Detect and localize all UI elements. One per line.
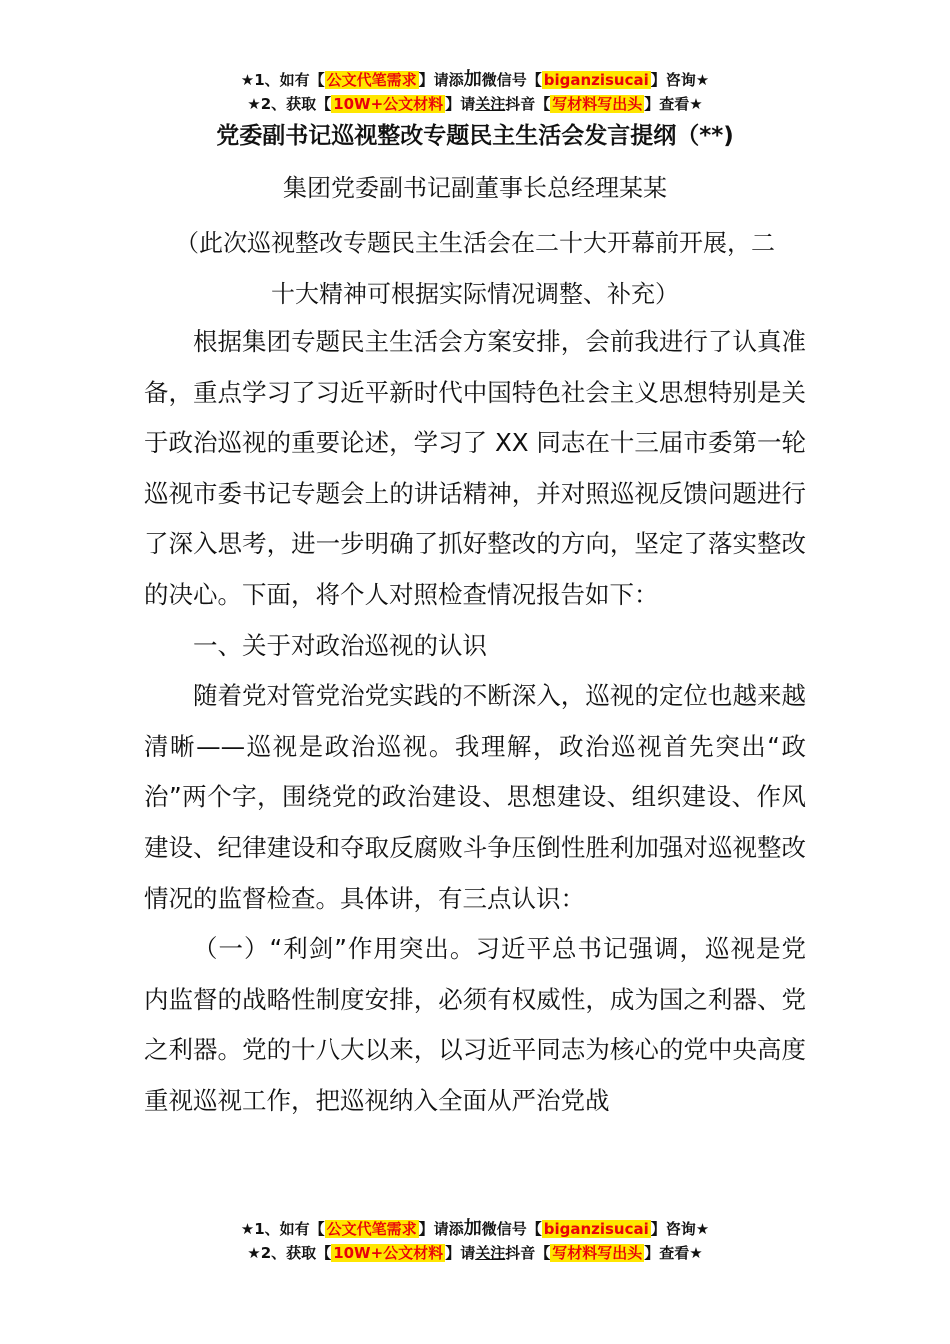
banner-text: ★1、如有【: [240, 71, 325, 89]
banner-text: 加: [463, 69, 482, 90]
banner-text: 抖音【: [505, 95, 551, 113]
banner-text: 】咨询★: [650, 71, 710, 89]
document-body: [144, 317, 806, 1127]
banner-text: 】查看★: [644, 95, 703, 113]
highlight-douyin: 写材料写出头: [552, 1244, 643, 1262]
banner-line-1: [0, 1217, 950, 1241]
banner-text: 加: [463, 1218, 482, 1239]
banner-line-1: [0, 68, 950, 92]
banner-text: 微信号【: [481, 71, 542, 89]
banner-text: 】咨询★: [650, 1220, 710, 1238]
highlight-wechat-id: biganzisucai: [543, 1220, 649, 1238]
document-author: 集团党委副书记副董事长总经理某某: [283, 174, 667, 202]
highlight-materials: 10W+公文材料: [333, 1244, 444, 1262]
highlight-wechat-id: biganzisucai: [543, 71, 649, 89]
section-heading-1: 一、关于对政治巡视的认识: [193, 630, 487, 660]
banner-text: 微信号【: [481, 1220, 542, 1238]
header-banner: [0, 68, 950, 116]
banner-text: 关注: [475, 1244, 506, 1262]
banner-text: ★1、如有【: [240, 1220, 325, 1238]
paragraph-point-1: （一）“利剑”作用突出。习近平总书记强调，巡视是党内监督的战略性制度安排，必须有权威性，成为国之利器、党之利器。党的十八大以来，以习近平同志为核心的党中央高度重视巡视工作，把巡视纳入全面从严治党战: [144, 934, 806, 1115]
banner-text: ★2、获取【: [247, 1244, 332, 1262]
highlight-douyin: 写材料写出头: [552, 95, 643, 113]
banner-text: 】请添: [418, 1220, 464, 1238]
banner-text: 】请: [445, 1244, 476, 1262]
document-note: （此次巡视整改专题民主生活会在二十大开幕前开展，二 十大精神可根据实际情况调整、补充）: [175, 229, 775, 308]
banner-text: ★2、获取【: [247, 95, 332, 113]
banner-text: 】查看★: [644, 1244, 703, 1262]
banner-text: 】请添: [418, 71, 464, 89]
banner-line-2: [0, 92, 950, 116]
highlight-service: 公文代笔需求: [326, 1220, 417, 1238]
banner-line-2: [0, 1241, 950, 1265]
highlight-service: 公文代笔需求: [326, 71, 417, 89]
paragraph-intro: 根据集团专题民主生活会方案安排，会前我进行了认真准备，重点学习了习近平新时代中国特色社会主义思想特别是关于政治巡视的重要论述，学习了 XX 同志在十三届市委第一轮巡视市委书记专题会上的讲话精神，并对照巡视反馈问题进行了深入思考，进一步明确了抓好整改的方向，坚定了落实整改的决心。下面，将个人对照检查情况报告如下：: [144, 327, 806, 609]
document-title: 党委副书记巡视整改专题民主生活会发言提纲（**): [216, 123, 734, 149]
paragraph-understanding: 随着党对管党治党实践的不断深入，巡视的定位也越来越清晰——巡视是政治巡视。我理解，政治巡视首先突出“政治”两个字，围绕党的政治建设、思想建设、组织建设、作风建设、纪律建设和夺取反腐败斗争压倒性胜利加强对巡视整改情况的监督检查。具体讲，有三点认识：: [144, 681, 806, 913]
highlight-materials: 10W+公文材料: [333, 95, 444, 113]
banner-text: 关注: [475, 95, 506, 113]
footer-banner: [0, 1217, 950, 1265]
banner-text: 抖音【: [505, 1244, 551, 1262]
banner-text: 】请: [445, 95, 476, 113]
